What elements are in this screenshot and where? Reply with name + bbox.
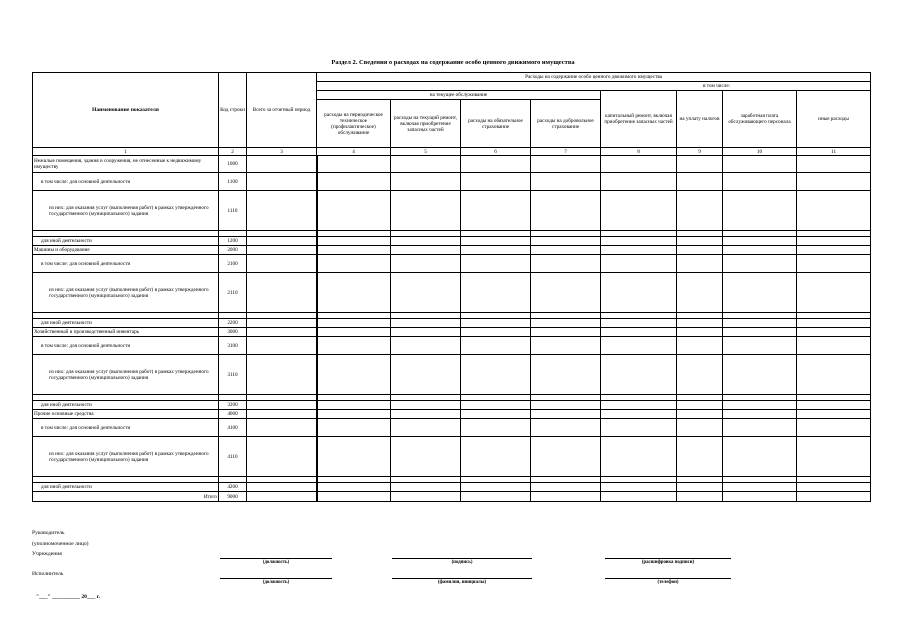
value-cell[interactable] xyxy=(677,337,723,355)
position-caption: (должность) xyxy=(262,560,290,565)
value-cell[interactable] xyxy=(391,401,461,410)
value-cell[interactable] xyxy=(461,156,531,173)
header-name: Наименование показателя xyxy=(33,73,219,148)
row-code: 1000 xyxy=(219,156,247,173)
row-label: для иной деятельности xyxy=(33,483,219,492)
row-code: 2200 xyxy=(219,319,247,328)
total-value-cell[interactable] xyxy=(531,492,601,502)
col-number: 5 xyxy=(391,148,461,156)
value-cell[interactable] xyxy=(723,237,797,246)
value-cell[interactable] xyxy=(317,337,391,355)
value-cell[interactable] xyxy=(531,401,601,410)
value-cell[interactable] xyxy=(461,401,531,410)
total-value-cell[interactable] xyxy=(677,492,723,502)
value-cell[interactable] xyxy=(723,483,797,492)
value-cell[interactable] xyxy=(531,191,601,231)
value-cell[interactable] xyxy=(723,419,797,437)
value-cell[interactable] xyxy=(317,255,391,273)
table-row xyxy=(33,419,871,437)
total-value-cell[interactable] xyxy=(723,492,797,502)
value-cell[interactable] xyxy=(531,419,601,437)
value-cell[interactable] xyxy=(461,328,531,337)
total-value-cell[interactable] xyxy=(391,492,461,502)
value-cell[interactable] xyxy=(317,246,391,255)
value-cell[interactable] xyxy=(797,156,871,173)
value-cell[interactable] xyxy=(461,246,531,255)
value-cell[interactable] xyxy=(677,156,723,173)
header-c6: расходы на обязательное страхование xyxy=(461,100,531,148)
table-row xyxy=(33,410,871,419)
phone-caption: (телефон) xyxy=(657,580,679,585)
value-cell[interactable] xyxy=(531,273,601,313)
row-label: из них: для оказания услуг (выполнения работ) в рамках утвержденного государственного (муниципального) задания xyxy=(33,355,219,395)
value-cell[interactable] xyxy=(797,401,871,410)
value-cell[interactable] xyxy=(247,419,317,437)
value-cell[interactable] xyxy=(723,355,797,395)
executor-position-line xyxy=(220,578,332,579)
value-cell[interactable] xyxy=(797,319,871,328)
row-label: Машины и оборудование xyxy=(33,246,219,255)
value-cell[interactable] xyxy=(391,328,461,337)
row-label: Прочие основные средства xyxy=(33,410,219,419)
value-cell[interactable] xyxy=(391,237,461,246)
value-cell[interactable] xyxy=(247,328,317,337)
value-cell[interactable] xyxy=(677,483,723,492)
decode-line xyxy=(605,558,731,559)
value-cell[interactable] xyxy=(247,255,317,273)
value-cell[interactable] xyxy=(797,355,871,395)
col-number: 11 xyxy=(797,148,871,156)
value-cell[interactable] xyxy=(601,237,677,246)
value-cell[interactable] xyxy=(677,246,723,255)
value-cell[interactable] xyxy=(317,319,391,328)
value-cell[interactable] xyxy=(601,255,677,273)
value-cell[interactable] xyxy=(247,156,317,173)
value-cell[interactable] xyxy=(601,191,677,231)
total-value-cell[interactable] xyxy=(797,492,871,502)
date-line: "___" __________ 20___ г. xyxy=(36,594,101,600)
value-cell[interactable] xyxy=(317,483,391,492)
value-cell[interactable] xyxy=(461,319,531,328)
value-cell[interactable] xyxy=(531,328,601,337)
value-cell[interactable] xyxy=(677,237,723,246)
value-cell[interactable] xyxy=(797,273,871,313)
value-cell[interactable] xyxy=(797,328,871,337)
decode-caption: (расшифровка подписи) xyxy=(641,560,695,565)
value-cell[interactable] xyxy=(723,156,797,173)
value-cell[interactable] xyxy=(677,419,723,437)
value-cell[interactable] xyxy=(247,401,317,410)
value-cell[interactable] xyxy=(797,337,871,355)
row-label: в том числе: для основной деятельности xyxy=(33,337,219,355)
value-cell[interactable] xyxy=(531,173,601,191)
header-total: Всего за отчетный период xyxy=(247,73,317,148)
header-expenses: Расходы на содержание особо ценного движимого имущества xyxy=(317,73,871,82)
value-cell[interactable] xyxy=(723,437,797,477)
table-row xyxy=(33,173,871,191)
value-cell[interactable] xyxy=(601,437,677,477)
value-cell[interactable] xyxy=(391,419,461,437)
value-cell[interactable] xyxy=(317,355,391,395)
signature-line xyxy=(392,558,532,559)
value-cell[interactable] xyxy=(461,337,531,355)
row-label: Нежилые помещения, здания и сооружения, не отнесенные к недвижимому имуществу xyxy=(33,156,219,173)
value-cell[interactable] xyxy=(677,255,723,273)
phone-line xyxy=(605,578,731,579)
header-c10: заработная плата обслуживающего персонала xyxy=(723,91,797,148)
head-label-3: Учреждения xyxy=(32,551,62,557)
value-cell[interactable] xyxy=(601,483,677,492)
value-cell[interactable] xyxy=(797,173,871,191)
col-number: 4 xyxy=(317,148,391,156)
header-c5: расходы на текущий ремонт, включая приобретение запасных частей xyxy=(391,100,461,148)
value-cell[interactable] xyxy=(723,410,797,419)
value-cell[interactable] xyxy=(601,328,677,337)
value-cell[interactable] xyxy=(601,355,677,395)
col-number: 7 xyxy=(531,148,601,156)
value-cell[interactable] xyxy=(531,156,601,173)
value-cell[interactable] xyxy=(723,255,797,273)
value-cell[interactable] xyxy=(461,273,531,313)
value-cell[interactable] xyxy=(391,483,461,492)
value-cell[interactable] xyxy=(247,173,317,191)
col-number: 6 xyxy=(461,148,531,156)
row-code: 4110 xyxy=(219,437,247,477)
value-cell[interactable] xyxy=(677,401,723,410)
row-code: 2100 xyxy=(219,255,247,273)
value-cell[interactable] xyxy=(677,319,723,328)
value-cell[interactable] xyxy=(247,437,317,477)
value-cell[interactable] xyxy=(723,191,797,231)
value-cell[interactable] xyxy=(601,401,677,410)
value-cell[interactable] xyxy=(797,419,871,437)
value-cell[interactable] xyxy=(247,237,317,246)
value-cell[interactable] xyxy=(247,246,317,255)
row-code: 3200 xyxy=(219,401,247,410)
value-cell[interactable] xyxy=(531,337,601,355)
total-value-cell[interactable] xyxy=(601,492,677,502)
value-cell[interactable] xyxy=(531,410,601,419)
total-value-cell[interactable] xyxy=(461,492,531,502)
header-c7: расходы на добровольное страхование xyxy=(531,100,601,148)
row-code: 1200 xyxy=(219,237,247,246)
value-cell[interactable] xyxy=(391,156,461,173)
value-cell[interactable] xyxy=(723,246,797,255)
col-number: 2 xyxy=(219,148,247,156)
value-cell[interactable] xyxy=(723,401,797,410)
value-cell[interactable] xyxy=(531,237,601,246)
value-cell[interactable] xyxy=(601,273,677,313)
position-line xyxy=(220,558,332,559)
value-cell[interactable] xyxy=(461,237,531,246)
col-number: 10 xyxy=(723,148,797,156)
row-code: 2000 xyxy=(219,246,247,255)
total-value-cell[interactable] xyxy=(247,492,317,502)
value-cell[interactable] xyxy=(601,173,677,191)
value-cell[interactable] xyxy=(461,355,531,395)
expenses-table xyxy=(32,72,871,502)
row-label: из них: для оказания услуг (выполнения работ) в рамках утвержденного государственного (муниципального) задания xyxy=(33,191,219,231)
row-code: 1100 xyxy=(219,173,247,191)
value-cell[interactable] xyxy=(391,191,461,231)
value-cell[interactable] xyxy=(677,328,723,337)
value-cell[interactable] xyxy=(247,355,317,395)
value-cell[interactable] xyxy=(461,437,531,477)
value-cell[interactable] xyxy=(461,173,531,191)
row-code: 4200 xyxy=(219,483,247,492)
value-cell[interactable] xyxy=(723,273,797,313)
value-cell[interactable] xyxy=(247,273,317,313)
value-cell[interactable] xyxy=(317,401,391,410)
fio-line xyxy=(392,578,532,579)
value-cell[interactable] xyxy=(677,191,723,231)
header-c9: на уплату налогов xyxy=(677,91,723,148)
table-row xyxy=(33,191,871,231)
value-cell[interactable] xyxy=(601,337,677,355)
value-cell[interactable] xyxy=(531,355,601,395)
value-cell[interactable] xyxy=(601,419,677,437)
value-cell[interactable] xyxy=(797,191,871,231)
table-row xyxy=(33,355,871,395)
value-cell[interactable] xyxy=(797,237,871,246)
value-cell[interactable] xyxy=(677,273,723,313)
value-cell[interactable] xyxy=(391,437,461,477)
table-row xyxy=(33,328,871,337)
row-label: в том числе: для основной деятельности xyxy=(33,419,219,437)
value-cell[interactable] xyxy=(797,483,871,492)
column-numbers-row xyxy=(33,148,871,156)
row-label: в том числе: для основной деятельности xyxy=(33,173,219,191)
head-label-2: (уполномоченное лицо) xyxy=(32,541,89,547)
table-row xyxy=(33,246,871,255)
table-row xyxy=(33,255,871,273)
col-number: 3 xyxy=(247,148,317,156)
value-cell[interactable] xyxy=(461,419,531,437)
table-row xyxy=(33,401,871,410)
value-cell[interactable] xyxy=(677,173,723,191)
total-code: 9000 xyxy=(219,492,247,502)
value-cell[interactable] xyxy=(461,255,531,273)
value-cell[interactable] xyxy=(677,437,723,477)
table-row xyxy=(33,237,871,246)
section-title: Раздел 2. Сведения о расходах на содержание особо ценного движимого имущества xyxy=(331,59,575,66)
value-cell[interactable] xyxy=(247,483,317,492)
row-label: из них: для оказания услуг (выполнения работ) в рамках утвержденного государственного (муниципального) задания xyxy=(33,437,219,477)
row-code: 1110 xyxy=(219,191,247,231)
value-cell[interactable] xyxy=(317,419,391,437)
value-cell[interactable] xyxy=(247,410,317,419)
value-cell[interactable] xyxy=(601,246,677,255)
value-cell[interactable] xyxy=(317,173,391,191)
value-cell[interactable] xyxy=(247,337,317,355)
value-cell[interactable] xyxy=(391,337,461,355)
value-cell[interactable] xyxy=(461,410,531,419)
head-label-1: Руководитель xyxy=(32,530,65,536)
value-cell[interactable] xyxy=(391,273,461,313)
header-including: в том числе: xyxy=(317,82,871,91)
value-cell[interactable] xyxy=(247,319,317,328)
value-cell[interactable] xyxy=(601,156,677,173)
total-row xyxy=(33,492,871,502)
total-value-cell[interactable] xyxy=(317,492,391,502)
value-cell[interactable] xyxy=(317,237,391,246)
table-row xyxy=(33,337,871,355)
executor-label: Исполнитель xyxy=(32,571,64,577)
header-current: на текущее обслуживание xyxy=(317,91,601,100)
col-number: 8 xyxy=(601,148,677,156)
row-code: 3110 xyxy=(219,355,247,395)
table-row xyxy=(33,483,871,492)
header-code: Код строки xyxy=(219,73,247,148)
row-label: в том числе: для основной деятельности xyxy=(33,255,219,273)
value-cell[interactable] xyxy=(797,410,871,419)
value-cell[interactable] xyxy=(391,319,461,328)
value-cell[interactable] xyxy=(391,255,461,273)
signature-caption: (подпись) xyxy=(451,560,473,565)
fio-caption: (фамилия, инициалы) xyxy=(437,580,487,585)
value-cell[interactable] xyxy=(317,191,391,231)
row-label: для иной деятельности xyxy=(33,237,219,246)
table-row xyxy=(33,437,871,477)
value-cell[interactable] xyxy=(601,410,677,419)
value-cell[interactable] xyxy=(317,156,391,173)
row-code: 2110 xyxy=(219,273,247,313)
table-row xyxy=(33,156,871,173)
value-cell[interactable] xyxy=(531,437,601,477)
value-cell[interactable] xyxy=(797,246,871,255)
total-label: Итого xyxy=(33,492,219,502)
value-cell[interactable] xyxy=(317,328,391,337)
row-code: 4000 xyxy=(219,410,247,419)
header-c11: иные расходы xyxy=(797,91,871,148)
value-cell[interactable] xyxy=(797,437,871,477)
row-label: из них: для оказания услуг (выполнения работ) в рамках утвержденного государственного (муниципального) задания xyxy=(33,273,219,313)
value-cell[interactable] xyxy=(391,173,461,191)
value-cell[interactable] xyxy=(601,319,677,328)
value-cell[interactable] xyxy=(461,483,531,492)
value-cell[interactable] xyxy=(317,410,391,419)
value-cell[interactable] xyxy=(531,319,601,328)
value-cell[interactable] xyxy=(391,355,461,395)
value-cell[interactable] xyxy=(391,410,461,419)
value-cell[interactable] xyxy=(247,191,317,231)
row-label: для иной деятельности xyxy=(33,401,219,410)
value-cell[interactable] xyxy=(797,255,871,273)
value-cell[interactable] xyxy=(723,173,797,191)
table-row xyxy=(33,273,871,313)
value-cell[interactable] xyxy=(391,246,461,255)
row-code: 3100 xyxy=(219,337,247,355)
value-cell[interactable] xyxy=(723,337,797,355)
value-cell[interactable] xyxy=(723,328,797,337)
executor-position-caption: (должность) xyxy=(262,580,290,585)
row-code: 3000 xyxy=(219,328,247,337)
header-c8: капитальный ремонт, включая приобретение запасных частей xyxy=(601,91,677,148)
row-label: Хозяйственный и производственный инвентарь xyxy=(33,328,219,337)
value-cell[interactable] xyxy=(531,246,601,255)
row-label: для иной деятельности xyxy=(33,319,219,328)
value-cell[interactable] xyxy=(531,255,601,273)
value-cell[interactable] xyxy=(317,273,391,313)
table-row xyxy=(33,319,871,328)
value-cell[interactable] xyxy=(317,437,391,477)
value-cell[interactable] xyxy=(531,483,601,492)
col-number: 9 xyxy=(677,148,723,156)
col-number: 1 xyxy=(33,148,219,156)
header-c4: расходы на периодическое техническое (профилактическое) обслуживание xyxy=(317,100,391,148)
value-cell[interactable] xyxy=(677,355,723,395)
value-cell[interactable] xyxy=(723,319,797,328)
value-cell[interactable] xyxy=(461,191,531,231)
row-code: 4100 xyxy=(219,419,247,437)
value-cell[interactable] xyxy=(677,410,723,419)
